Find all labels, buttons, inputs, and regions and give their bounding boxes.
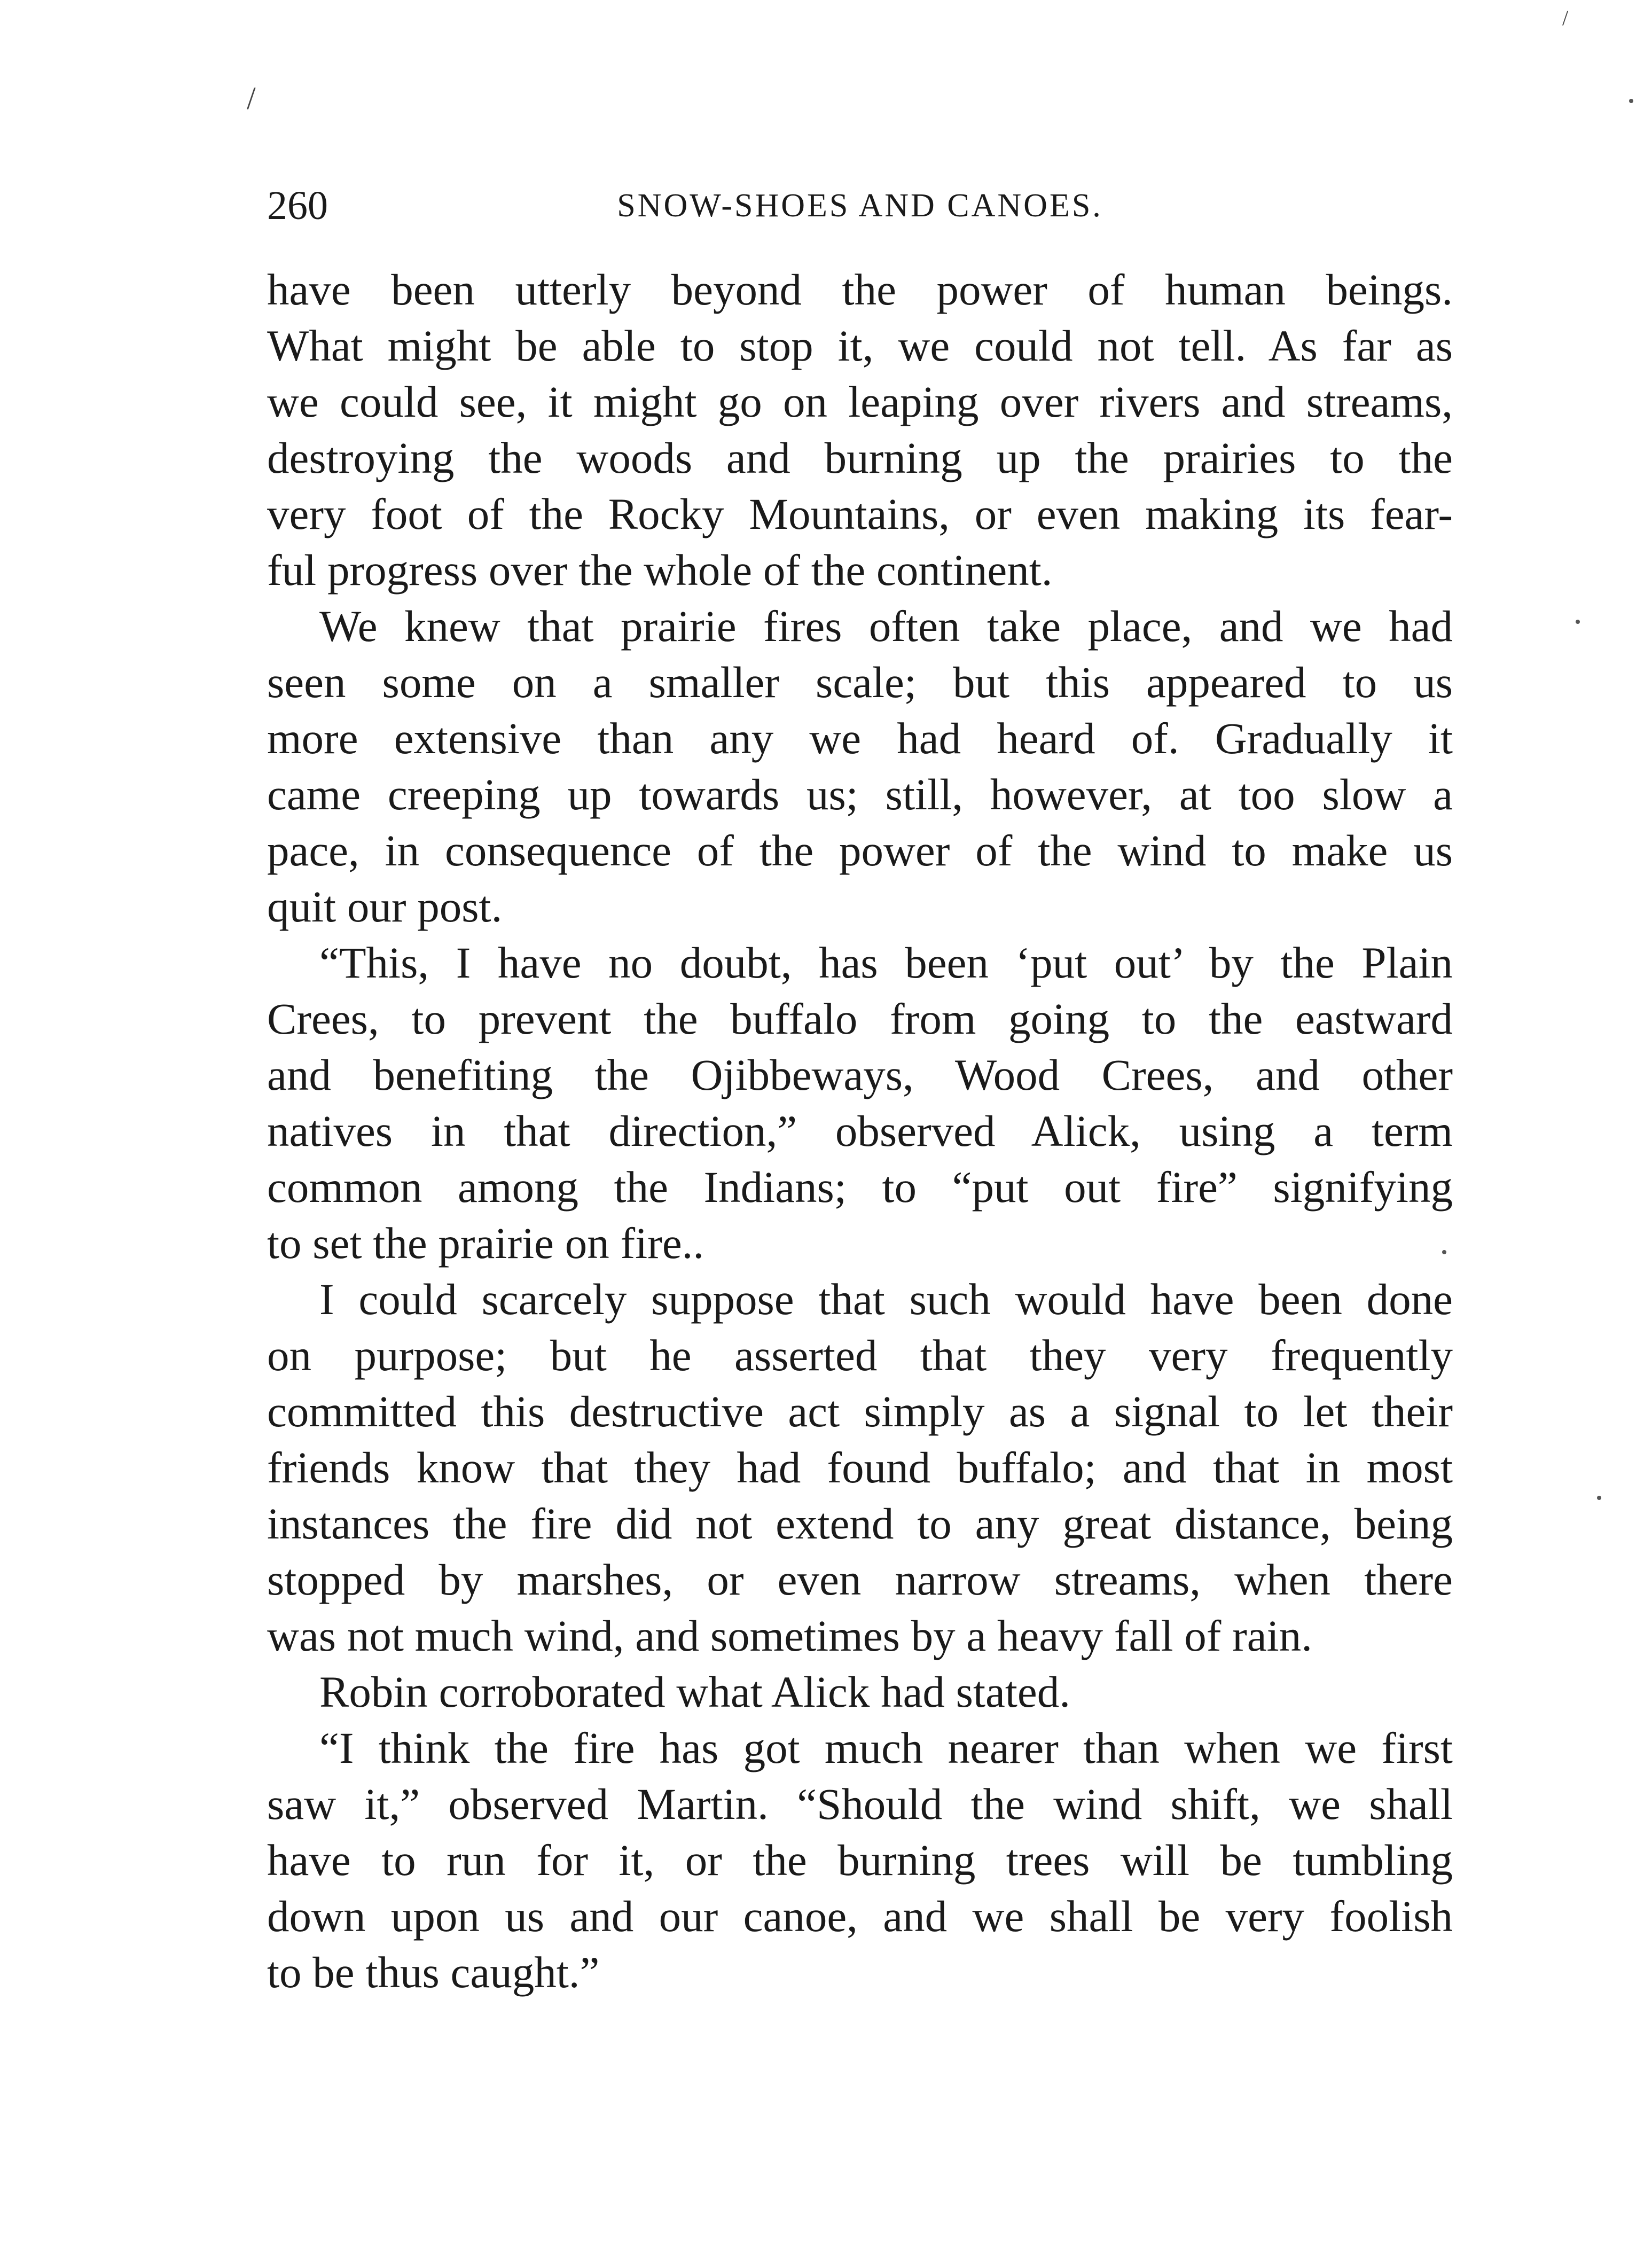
text-line: pace, in consequence of the power of the wind to make us: [267, 826, 1453, 875]
text-line: Robin corroborated what Alick had stated.: [319, 1667, 1071, 1716]
text-line: down upon us and our canoe, and we shall be very foolish: [267, 1892, 1453, 1941]
text-line: very foot of the Rocky Mountains, or even making its fear-: [267, 489, 1453, 538]
stray-mark: /: [247, 81, 256, 116]
text-line: and benefiting the Ojibbeways, Wood Crees, and other: [267, 1050, 1453, 1099]
text-line: stopped by marshes, or even narrow streams, when there: [267, 1555, 1453, 1604]
text-line: seen some on a smaller scale; but this appeared to us: [267, 658, 1453, 707]
text-line: friends know that they had found buffalo; and that in most: [267, 1443, 1453, 1492]
text-line: I could scarcely suppose that such would have been done: [319, 1275, 1453, 1324]
speck: [1576, 620, 1580, 624]
text-line: to be thus caught.”: [267, 1948, 600, 1997]
page-header: [267, 176, 1453, 235]
text-line: was not much wind, and sometimes by a heavy fall of rain.: [267, 1611, 1312, 1660]
text-line: ful progress over the whole of the continent.: [267, 545, 1053, 595]
body-text: [267, 262, 1453, 2001]
text-line: committed this destructive act simply as a signal to let their: [267, 1387, 1453, 1436]
page-number: 260: [267, 183, 328, 228]
stray-mark: /: [1562, 6, 1569, 30]
text-line: We knew that prairie fires often take place, and we had: [319, 601, 1453, 651]
text-line: more extensive than any we had heard of. Gradually it: [267, 714, 1453, 763]
text-line: we could see, it might go on leaping over rivers and streams,: [267, 377, 1453, 426]
text-line: “I think the fire has got much nearer than when we first: [319, 1723, 1453, 1772]
running-title: SNOW-SHOES AND CANOES.: [617, 188, 1103, 224]
text-line: have to run for it, or the burning trees will be tumbling: [267, 1835, 1453, 1885]
text-line: quit our post.: [267, 882, 503, 931]
text-line: Crees, to prevent the buffalo from going to the eastward: [267, 994, 1453, 1043]
speck: [1629, 99, 1633, 103]
text-line: destroying the woods and burning up the prairies to the: [267, 433, 1453, 482]
text-line: “This, I have no doubt, has been ‘put out’ by the Plain: [319, 938, 1453, 987]
speck: [1597, 1496, 1601, 1500]
text-line: saw it,” observed Martin. “Should the wind shift, we shall: [267, 1779, 1453, 1829]
text-line: to set the prairie on fire..: [267, 1218, 704, 1268]
text-line: common among the Indians; to “put out fire” signifying: [267, 1162, 1453, 1212]
text-line: came creeping up towards us; still, however, at too slow a: [267, 770, 1453, 819]
text-line: have been utterly beyond the power of human beings.: [267, 265, 1453, 314]
text-line: natives in that direction,” observed Alick, using a term: [267, 1106, 1453, 1155]
text-line: instances the fire did not extend to any great distance, being: [267, 1499, 1453, 1548]
text-line: What might be able to stop it, we could not tell. As far as: [267, 321, 1453, 370]
text-line: on purpose; but he asserted that they very frequently: [267, 1331, 1453, 1380]
